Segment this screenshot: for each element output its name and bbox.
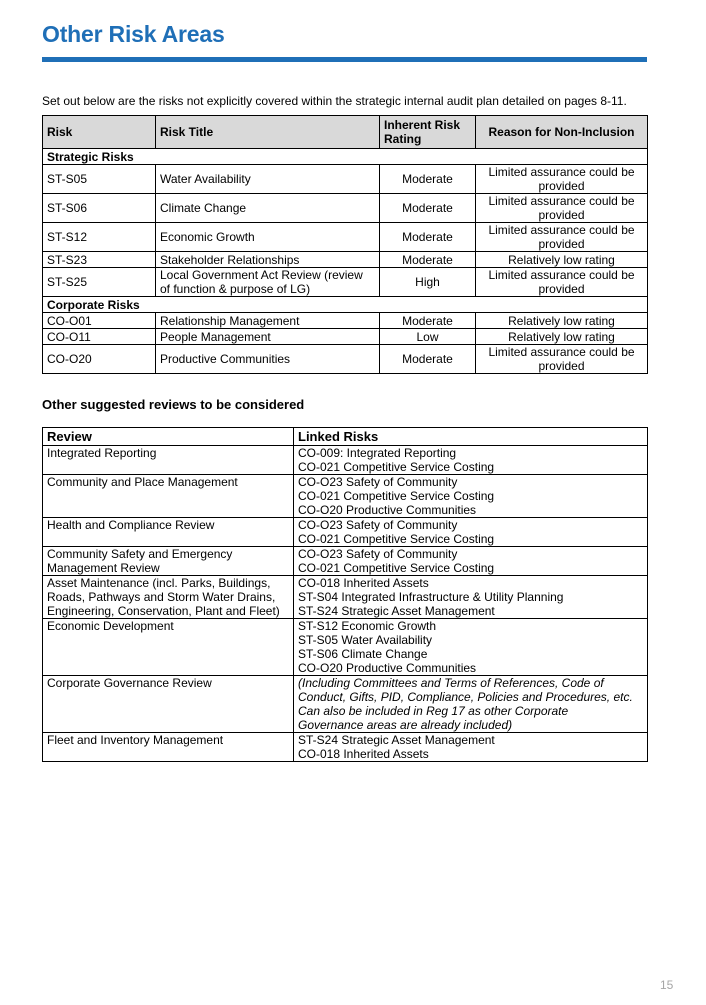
- linked-risks: ST-S12 Economic Growth ST-S05 Water Availability ST-S06 Climate Change CO-O20 Productive Communities: [294, 619, 648, 676]
- risk-rating: Moderate: [380, 165, 476, 194]
- review-name: Community Safety and Emergency Management Review: [43, 547, 294, 576]
- review-name: Economic Development: [43, 619, 294, 676]
- risk-code: ST-S23: [43, 252, 156, 268]
- risk-reason: Limited assurance could be provided: [476, 268, 648, 297]
- table-row: [43, 223, 648, 252]
- reviews-table: [42, 427, 648, 762]
- header-inherent-rating: [380, 116, 476, 149]
- review-name: Corporate Governance Review: [43, 676, 294, 733]
- risk-rating: Low: [380, 329, 476, 345]
- linked-risks: CO-O23 Safety of Community CO-021 Competitive Service Costing: [294, 547, 648, 576]
- review-name: Integrated Reporting: [43, 446, 294, 475]
- header-linked-risks: Linked Risks: [294, 428, 648, 446]
- risk-rating: Moderate: [380, 194, 476, 223]
- reviews-heading: Other suggested reviews to be considered: [42, 397, 305, 412]
- table-row: [43, 313, 648, 329]
- risk-table: [42, 115, 648, 374]
- header-reason: Reason for Non-Inclusion: [476, 116, 648, 149]
- table-row: [43, 547, 648, 576]
- table-row: [43, 252, 648, 268]
- risk-reason: Limited assurance could be provided: [476, 165, 648, 194]
- linked-risks: CO-009: Integrated Reporting CO-021 Competitive Service Costing: [294, 446, 648, 475]
- table-row: [43, 475, 648, 518]
- header-risk-title: Risk Title: [156, 116, 380, 149]
- risk-title: Economic Growth: [156, 223, 380, 252]
- risk-reason: Limited assurance could be provided: [476, 345, 648, 374]
- linked-risks: CO-O23 Safety of Community CO-021 Competitive Service Costing: [294, 518, 648, 547]
- risk-rating: High: [380, 268, 476, 297]
- table-row: [43, 733, 648, 762]
- risk-code: ST-S06: [43, 194, 156, 223]
- table-row: [43, 619, 648, 676]
- linked-risks: CO-018 Inherited Assets ST-S04 Integrated Infrastructure & Utility Planning ST-S24 Strategic Asset Management: [294, 576, 648, 619]
- risk-reason: Limited assurance could be provided: [476, 223, 648, 252]
- risk-title: People Management: [156, 329, 380, 345]
- review-name: Health and Compliance Review: [43, 518, 294, 547]
- linked-risks: (Including Committees and Terms of References, Code of Conduct, Gifts, PID, Compliance, Policies and Procedures, etc. Can also be included in Reg 17 as other Corporate Governance areas are already included): [294, 676, 648, 733]
- linked-risks: ST-S24 Strategic Asset Management CO-018 Inherited Assets: [294, 733, 648, 762]
- review-name: Fleet and Inventory Management: [43, 733, 294, 762]
- risk-code: ST-S25: [43, 268, 156, 297]
- risk-code: CO-O11: [43, 329, 156, 345]
- section-corporate-risks: Corporate Risks: [43, 297, 648, 313]
- linked-risks: CO-O23 Safety of Community CO-021 Competitive Service Costing CO-O20 Productive Communities: [294, 475, 648, 518]
- table-row: [43, 165, 648, 194]
- risk-title: Productive Communities: [156, 345, 380, 374]
- title-underline: [42, 57, 647, 62]
- header-review: Review: [43, 428, 294, 446]
- page-title: Other Risk Areas: [42, 21, 225, 47]
- risk-reason: Relatively low rating: [476, 329, 648, 345]
- risk-rating: Moderate: [380, 313, 476, 329]
- table-row: [43, 518, 648, 547]
- risk-title: Relationship Management: [156, 313, 380, 329]
- review-name: Community and Place Management: [43, 475, 294, 518]
- table-row: [43, 329, 648, 345]
- risk-code: CO-O01: [43, 313, 156, 329]
- risk-code: ST-S12: [43, 223, 156, 252]
- risk-code: ST-S05: [43, 165, 156, 194]
- table-row: [43, 576, 648, 619]
- risk-title: Stakeholder Relationships: [156, 252, 380, 268]
- header-rating-line2: Rating: [384, 132, 422, 146]
- section-strategic-risks: Strategic Risks: [43, 149, 648, 165]
- risk-title: Climate Change: [156, 194, 380, 223]
- risk-title: Water Availability: [156, 165, 380, 194]
- table-row: [43, 345, 648, 374]
- risk-reason: Relatively low rating: [476, 252, 648, 268]
- risk-rating: Moderate: [380, 345, 476, 374]
- table-row: [43, 194, 648, 223]
- intro-text: Set out below are the risks not explicitly covered within the strategic internal audit plan detailed on pages 8-11.: [42, 94, 627, 108]
- header-risk: Risk: [43, 116, 156, 149]
- risk-code: CO-O20: [43, 345, 156, 374]
- page-number: 15: [660, 978, 674, 992]
- risk-title: Local Government Act Review (review of function & purpose of LG): [156, 268, 380, 297]
- risk-reason: Limited assurance could be provided: [476, 194, 648, 223]
- header-rating-line1: Inherent Risk: [384, 118, 461, 132]
- table-row: [43, 676, 648, 733]
- risk-rating: Moderate: [380, 252, 476, 268]
- table-row: [43, 268, 648, 297]
- risk-reason: Relatively low rating: [476, 313, 648, 329]
- review-name: Asset Maintenance (incl. Parks, Buildings, Roads, Pathways and Storm Water Drains, Engineering, Conservation, Plant and Fleet): [43, 576, 294, 619]
- table-row: [43, 446, 648, 475]
- risk-rating: Moderate: [380, 223, 476, 252]
